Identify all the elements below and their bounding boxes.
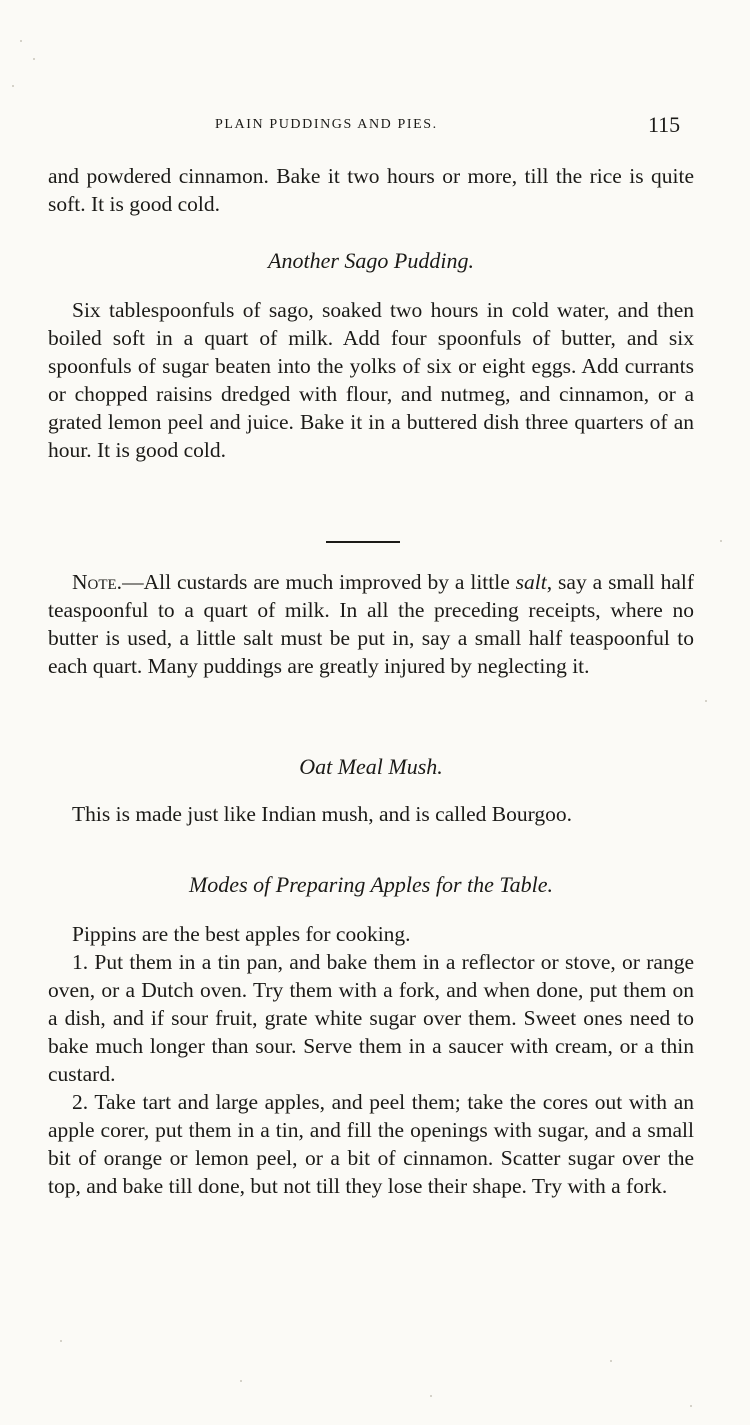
paper-speck: [430, 1395, 432, 1397]
note-paragraph: [48, 568, 694, 680]
page-number: 115: [648, 112, 681, 137]
continuation-text: and powdered cinnamon. Bake it two hours or more, till the rice is quite soft. It is good cold.: [48, 164, 694, 216]
oat-heading: Oat Meal Mush.: [299, 754, 443, 779]
oat-paragraph: [48, 800, 694, 828]
note-text: [48, 568, 694, 680]
apples-step-2: 2. Take tart and large apples, and peel them; take the cores out with an apple corer, put them in a tin, and fill the openings with sugar, and a small bit of orange or lemon peel, or a bit of cinnamon. Scatter sugar over the top, and bake till done, but not till they lose their shape. Try with a fork.: [48, 1090, 694, 1198]
paper-speck: [720, 540, 722, 542]
paper-speck: [33, 58, 35, 60]
note-dash: —: [122, 570, 144, 594]
sago-text: Six tablespoonfuls of sago, soaked two hours in cold water, and then boiled soft in a quart of milk. Add four spoonfuls of butter, and six spoonfuls of sugar beaten into the yolks of six or eight eggs. Add currants or chopped raisins dredged with flour, and nutmeg, and cinnamon, or a grated lemon peel and juice. Bake it in a buttered dish three quarters of an hour. It is good cold.: [48, 298, 694, 462]
apples-section: [48, 920, 694, 1200]
paper-speck: [610, 1360, 612, 1362]
note-salt: salt: [515, 570, 547, 594]
paper-speck: [705, 700, 707, 702]
apples-heading: Modes of Preparing Apples for the Table.: [188, 872, 553, 897]
paper-speck: [60, 1340, 62, 1342]
section-divider: [326, 541, 400, 543]
note-text-2: , say a small half teaspoonful to a quart of milk. In all the preceding receipts, where no butter is used, a little salt must be put in, say a small half teaspoonful to each quart. Many puddings are greatly injured by neglecting it.: [48, 570, 694, 678]
note-text-1: All custards are much improved by a little: [143, 570, 516, 594]
sago-heading: Another Sago Pudding.: [268, 248, 474, 273]
paper-speck: [240, 1380, 242, 1382]
running-title: PLAIN PUDDINGS AND PIES.: [215, 117, 438, 132]
sago-paragraph: [48, 296, 694, 464]
note-label: Note.: [72, 570, 123, 594]
paper-speck: [690, 1405, 692, 1407]
apples-step-1: 1. Put them in a tin pan, and bake them in a reflector or stove, or range oven, or a Dutch oven. Try them with a fork, and when done, put them on a dish, and if sour fruit, grate white sugar over them. Sweet ones need to bake much longer than sour. Serve them in a saucer with cream, or a thin custard.: [48, 950, 694, 1086]
continuation-paragraph: [48, 162, 694, 218]
paper-speck: [12, 85, 14, 87]
oat-text: This is made just like Indian mush, and is called Bourgoo.: [72, 802, 573, 826]
paper-speck: [20, 40, 22, 42]
apples-intro: Pippins are the best apples for cooking.: [72, 922, 411, 946]
running-head: [0, 110, 750, 140]
